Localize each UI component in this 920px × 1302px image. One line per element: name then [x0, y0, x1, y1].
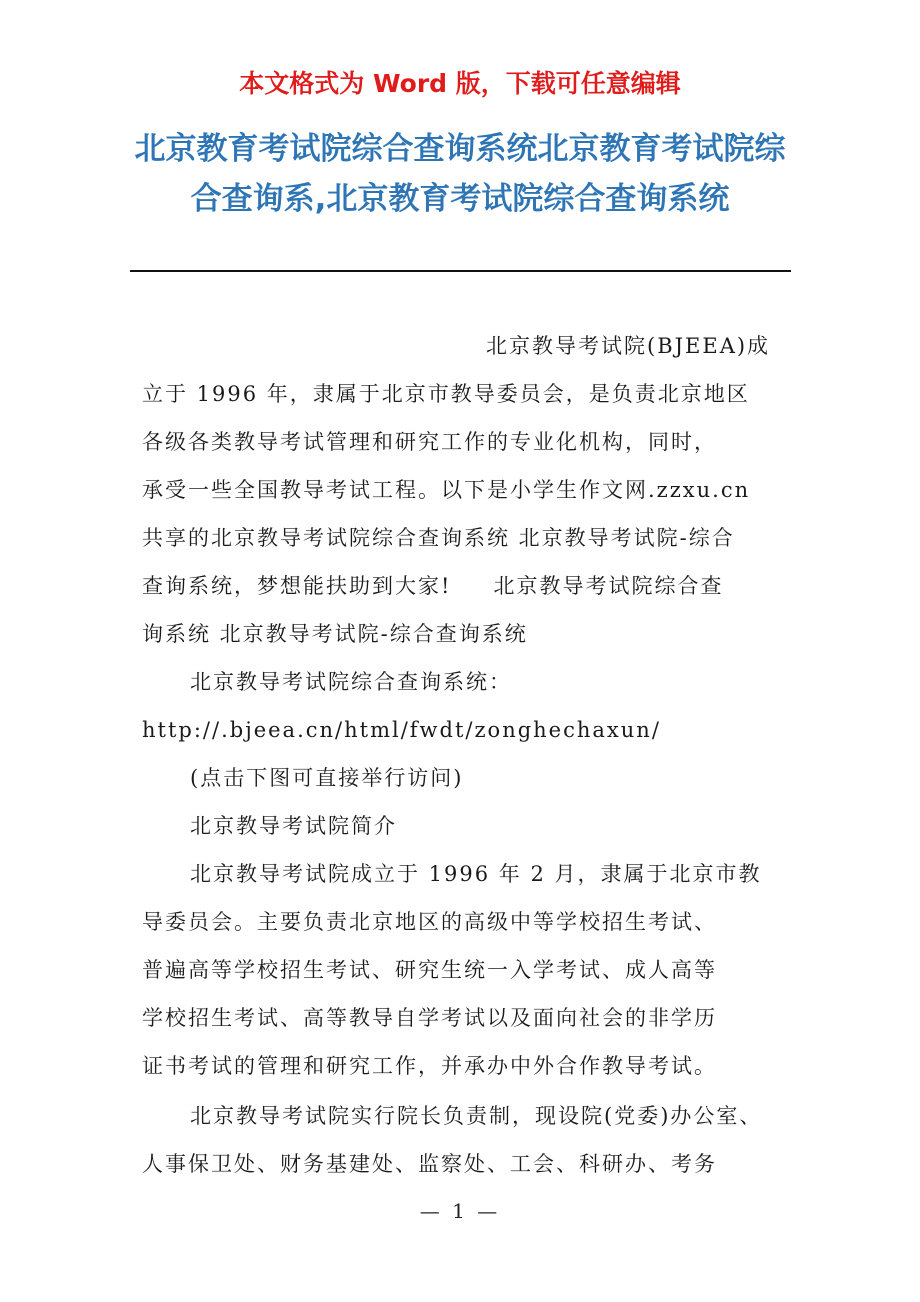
- text-line: 北京教导考试院(BJEEA)成: [486, 334, 771, 358]
- text-line: 北京教导考试院综合查询系统：: [190, 670, 512, 694]
- document-title: 北京教育考试院综合查询系统北京教育考试院综合查询系,北京教育考试院综合查询系统: [134, 131, 786, 217]
- text-line: 北京教导考试院成立于 1996 年 2 月，隶属于北京市教: [190, 862, 762, 886]
- text-line: 共享的北京教导考试院综合查询系统 北京教导考试院-综合: [142, 526, 735, 550]
- text-line: 学校招生考试、高等教导自学考试以及面向社会的非学历: [142, 1006, 717, 1030]
- text-line: 北京教导考试院实行院长负责制，现设院(党委)办公室、: [190, 1104, 763, 1128]
- text-line: 承受一些全国教导考试工程。以下是小学生作文网.zzxu.cn: [142, 478, 751, 502]
- text-line: 询系统 北京教导考试院-综合查询系统: [142, 622, 528, 646]
- page-number: — 1 —: [419, 1199, 501, 1223]
- url-line: http://.bjeea.cn/html/fwdt/zonghechaxun/: [142, 718, 661, 742]
- section-heading: 北京教导考试院简介: [190, 814, 397, 838]
- text-line: (点击下图可直接举行访问): [190, 766, 464, 790]
- document-body: [142, 322, 792, 1188]
- text-line: 证书考试的管理和研究工作，并承办中外合作教导考试。: [142, 1054, 717, 1078]
- text-segment: 北京教导考试院综合查: [493, 574, 724, 598]
- download-notice: 本文格式为 Word 版，下载可任意编辑: [239, 69, 681, 98]
- text-line: 普遍高等学校招生考试、研究生统一入学考试、成人高等: [142, 958, 717, 982]
- text-line: 立于 1996 年，隶属于北京市教导委员会，是负责北京地区: [142, 382, 750, 406]
- text-line: [142, 562, 792, 610]
- text-line: 人事保卫处、财务基建处、监察处、工会、科研办、考务: [142, 1152, 717, 1176]
- title-divider: [130, 270, 791, 272]
- text-segment: 查询系统，梦想能扶助到大家!: [142, 574, 452, 598]
- text-line: 导委员会。主要负责北京地区的高级中等学校招生考试、: [142, 910, 717, 934]
- text-line: 各级各类教导考试管理和研究工作的专业化机构，同时，: [142, 430, 717, 454]
